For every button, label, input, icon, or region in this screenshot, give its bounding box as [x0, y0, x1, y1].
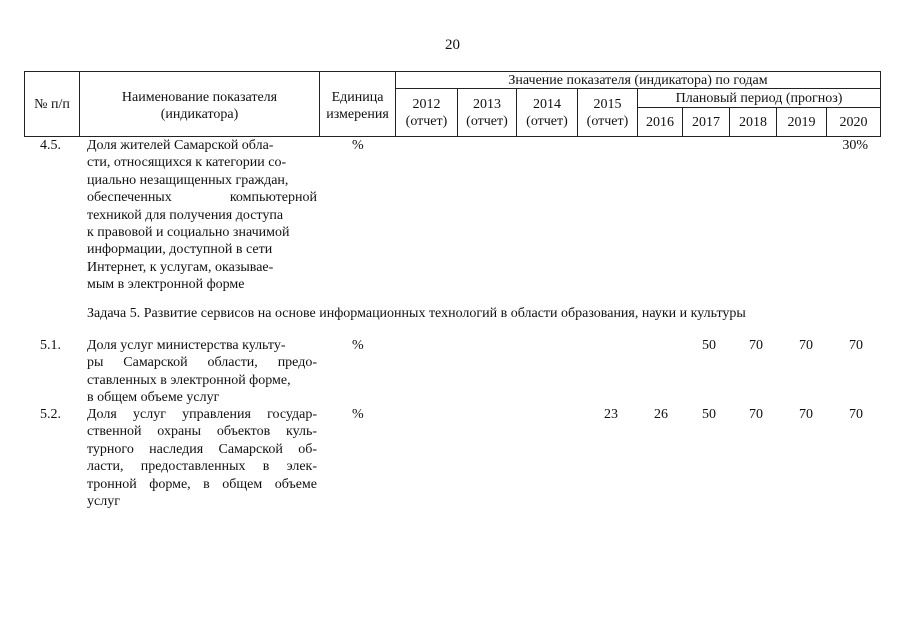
- header-year-2015: [578, 96, 637, 130]
- indicator-name-line: Доля услуг министерства культу-: [87, 338, 286, 353]
- header-year-2013: [458, 96, 516, 130]
- header-year-2012: [396, 96, 457, 130]
- header-plan-year: 2017: [692, 115, 720, 130]
- header-group-title: Значение показателя (индикатора) по годам: [508, 73, 768, 88]
- row-unit: %: [352, 338, 364, 353]
- indicator-name-line: ласти, предоставленных в элек-: [87, 459, 317, 475]
- value-2020: 30%: [842, 138, 868, 153]
- header-col-name: [80, 89, 319, 123]
- indicator-name-line: циально незащищенных граждан,: [87, 172, 289, 188]
- header-vline: [880, 71, 881, 137]
- indicator-name-line: ственной охраны объектов куль-: [87, 424, 317, 440]
- header-plan-year: 2016: [646, 115, 674, 130]
- row-number: 5.1.: [40, 338, 61, 353]
- header-col-unit-line1: Единица: [331, 90, 384, 105]
- header-col-number-label: № п/п: [34, 97, 70, 112]
- year-note: (отчет): [405, 114, 448, 129]
- row-indicator-name: [87, 137, 317, 294]
- indicator-name-line: информации, доступной в сети: [87, 242, 273, 258]
- indicator-name-line: сти, относящихся к категории со-: [87, 155, 287, 171]
- header-plan-title: Плановый период (прогноз): [675, 91, 843, 106]
- year-label: 2012: [412, 97, 441, 112]
- task-heading: Задача 5. Развитие сервисов на основе информационных технологий в области образования, науки и культуры: [87, 306, 746, 321]
- year-label: 2014: [533, 97, 561, 112]
- header-col-number: [25, 96, 79, 113]
- row-number: 5.2.: [40, 407, 61, 422]
- row-unit: %: [352, 138, 364, 153]
- value-2018: 70: [749, 338, 763, 353]
- year-note: (отчет): [526, 114, 568, 129]
- page-number: 20: [445, 37, 460, 53]
- indicator-name-line: к правовой и социально значимой: [87, 225, 290, 241]
- row-number: 4.5.: [40, 138, 61, 153]
- row-indicator-name: [87, 406, 317, 510]
- value-2019: 70: [799, 407, 813, 422]
- indicator-name-line: Доля услуг управления государ-: [87, 407, 317, 422]
- indicator-name-line: турного наследия Самарской об-: [87, 441, 317, 457]
- indicator-name-line: Доля жителей Самарской обла-: [87, 138, 274, 153]
- header-plan-year: 2019: [787, 115, 816, 130]
- header-plan-year: 2018: [739, 115, 767, 130]
- row-indicator-name: [87, 337, 317, 407]
- indicator-name-line: Интернет, к услугам, оказывае-: [87, 259, 274, 275]
- header-col-unit-line2: измерения: [326, 107, 389, 122]
- indicator-name-line: в общем объеме услуг: [87, 390, 220, 406]
- row-unit: %: [352, 407, 364, 422]
- value-2020: 70: [849, 407, 863, 422]
- header-year-2014: [517, 96, 577, 130]
- header-col-name-line1: Наименование показателя: [121, 90, 278, 105]
- indicator-name-line: мым в электронной форме: [87, 277, 245, 293]
- indicator-name-line: ставленных в электронной форме,: [87, 372, 291, 388]
- year-note: (отчет): [466, 114, 508, 129]
- indicator-name-line: услуг: [87, 494, 120, 510]
- header-plan-year: 2020: [839, 115, 868, 130]
- value-2017: 50: [702, 338, 716, 353]
- header-col-name-line2: (индикатора): [160, 107, 239, 122]
- value-2016: 26: [654, 407, 668, 422]
- value-2018: 70: [749, 407, 763, 422]
- indicator-name-line: обеспеченных компьютерной: [87, 190, 317, 206]
- header-col-unit: [320, 89, 395, 123]
- year-note: (отчет): [586, 114, 629, 129]
- indicator-name-line: тронной форме, в общем объеме: [87, 476, 317, 492]
- value-2017: 50: [702, 407, 716, 422]
- year-label: 2013: [473, 97, 501, 112]
- indicator-name-line: ры Самарской области, предо-: [87, 355, 317, 371]
- value-2019: 70: [799, 338, 813, 353]
- value-2015: 23: [604, 407, 618, 422]
- indicator-name-line: техникой для получения доступа: [87, 207, 284, 223]
- header-plan-divider: [637, 107, 881, 108]
- year-label: 2015: [593, 97, 622, 112]
- value-2020: 70: [849, 338, 863, 353]
